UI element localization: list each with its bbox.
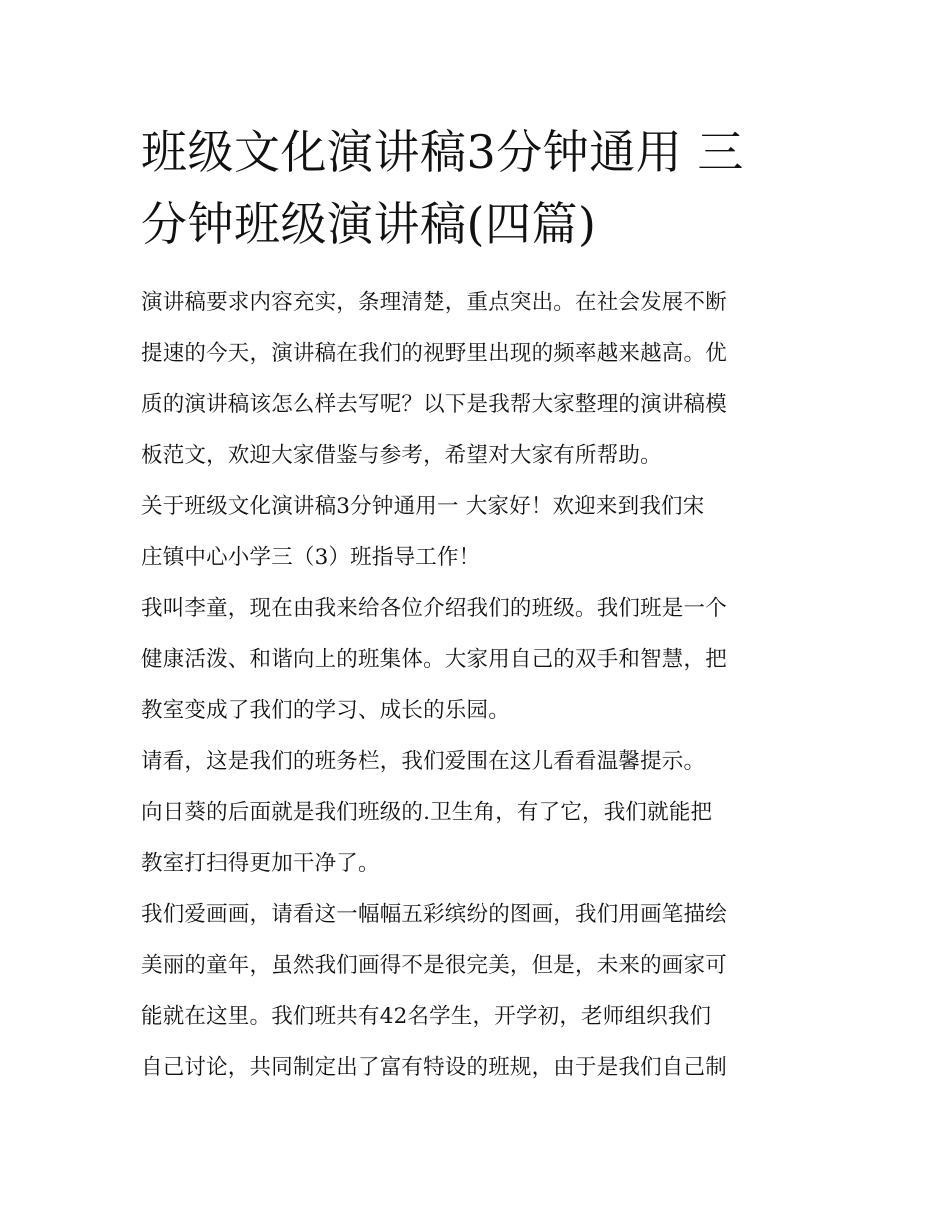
text-line: 教室打扫得更加干净了。: [141, 851, 380, 876]
text-line: 提速的今天，演讲稿在我们的视野里出现的频率越来越高。优: [141, 341, 727, 366]
text-line: 演讲稿要求内容充实，条理清楚，重点突出。在社会发展不断: [141, 290, 727, 315]
text-line: 质的演讲稿该怎么样去写呢？以下是我帮大家整理的演讲稿模: [141, 392, 727, 417]
text-line: 教室变成了我们的学习、成长的乐园。: [141, 698, 510, 723]
text-line: 关于班级文化演讲稿3分钟通用一 大家好！欢迎来到我们宋: [141, 494, 705, 519]
paragraph-class-intro: [141, 583, 813, 736]
text-line: 健康活泼、和谐向上的班集体。大家用自己的双手和智慧，把: [141, 647, 727, 672]
text-line: 自己讨论，共同制定出了富有特设的班规，由于是我们自己制: [141, 1055, 727, 1080]
paragraph-intro: [141, 277, 813, 481]
text-line: 我们爱画画，请看这一幅幅五彩缤纷的图画，我们用画笔描绘: [141, 902, 727, 927]
text-line: 能就在这里。我们班共有42名学生，开学初，老师组织我们: [141, 1004, 712, 1029]
text-line: 请看，这是我们的班务栏，我们爱围在这儿看看温馨提示。: [141, 749, 706, 774]
text-line: 我叫李童，现在由我来给各位介绍我们的班级。我们班是一个: [141, 596, 727, 621]
text-line: 美丽的童年，虽然我们画得不是很完美，但是，未来的画家可: [141, 953, 727, 978]
document-title: [141, 116, 821, 260]
text-line: 向日葵的后面就是我们班级的.卫生角，有了它，我们就能把: [141, 800, 713, 825]
title-line: 分钟班级演讲稿(四篇): [141, 197, 597, 251]
paragraph-drawings: [141, 889, 813, 1093]
paragraph-greeting: [141, 481, 813, 583]
paragraph-hygiene-corner: [141, 787, 813, 889]
document-body: [141, 277, 813, 1093]
title-line: 班级文化演讲稿3分钟通用 三: [141, 125, 744, 179]
text-line: 庄镇中心小学三（3）班指导工作！: [141, 545, 481, 570]
paragraph-bulletin: [141, 736, 813, 787]
text-line: 板范文，欢迎大家借鉴与参考，希望对大家有所帮助。: [141, 443, 662, 468]
